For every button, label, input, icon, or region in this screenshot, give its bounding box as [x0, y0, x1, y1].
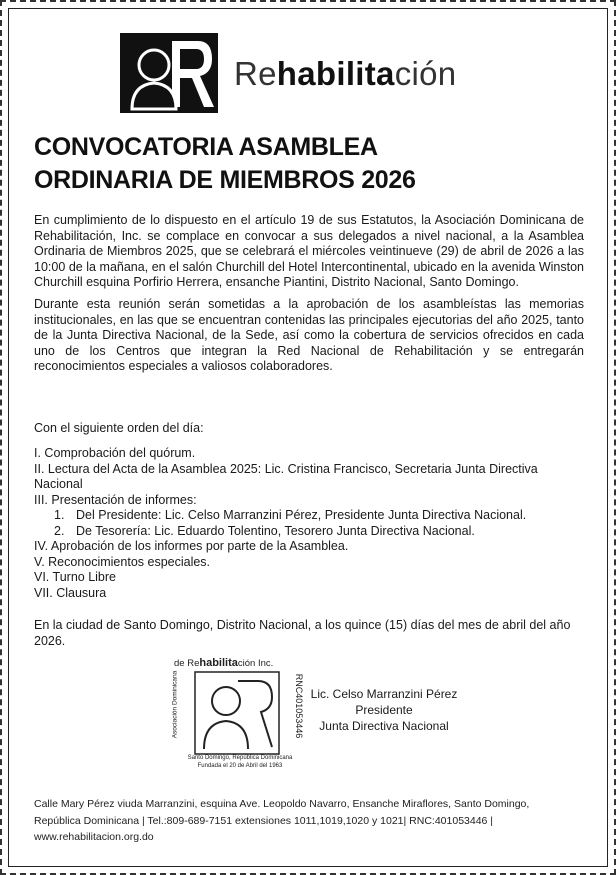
seal-top-text — [174, 657, 273, 669]
seal-rnc-text: RNC401053446 — [294, 673, 304, 739]
agenda-item: I. Comprobación del quórum. — [34, 446, 196, 460]
organization-logo — [120, 33, 500, 113]
title-line-2: ORDINARIA DE MIEMBROS 2026 — [34, 166, 416, 194]
seal-top-prefix: de Re — [174, 658, 200, 669]
agenda-item: VI. Turno Libre — [34, 570, 116, 584]
subitem-number: 1. — [54, 508, 65, 522]
seal-top-suffix: ción Inc. — [237, 658, 274, 669]
agenda-sublist — [34, 508, 584, 539]
logo-word-suffix: ción — [394, 55, 457, 92]
title-line-1: CONVOCATORIA ASAMBLEA — [34, 133, 378, 161]
signature-block — [300, 686, 468, 734]
agenda-item: V. Reconocimientos especiales. — [34, 554, 211, 569]
signatory-name: Lic. Celso Marranzini Pérez — [310, 687, 458, 701]
logo-wordmark — [234, 55, 456, 93]
footer-address: Calle Mary Pérez viuda Marranzini, esquina Ave. Leopoldo Navarro, Ensanche Miraflores, Santo Domingo, — [34, 798, 530, 810]
seal-emblem-icon — [194, 671, 280, 755]
agenda-item: IV. Aprobación de los informes por parte de la Asamblea. — [34, 539, 349, 553]
agenda-item: II. Lectura del Acta de la Asamblea 2025: Lic. Cristina Francisco, Secretaria Junta Directiva Nacional — [34, 461, 538, 491]
agenda-item: VII. Clausura — [34, 585, 107, 600]
seal-founded: Fundada el 20 de Abril del 1963 — [197, 762, 283, 769]
footer-contact — [34, 796, 584, 846]
seal-top-bold: habilita — [199, 657, 238, 669]
organization-seal — [160, 657, 320, 772]
paragraph-convocation: En cumplimiento de lo dispuesto en el artículo 19 de sus Estatutos, la Asociación Dominicana de Rehabilitación, Inc. se complace en convocar a sus delegados a nivel nacional, a la Asamblea Ordinaria de Miembros 2025, que se celebrará el miércoles veintinueve (29) de abril de 2026 a las 10:00 de la mañana, en el salón Churchill del Hotel Intercontinental, ubicado en la avenida Winston Churchill esquina Porfirio Herrera, ensanche Piantini, Distrito Nacional, Santo Domingo. — [34, 213, 584, 289]
page-title — [34, 131, 574, 197]
agenda-list — [34, 446, 584, 601]
seal-location: Santo Domingo, República Dominicana — [187, 755, 293, 761]
logo-word-prefix: Re — [234, 55, 277, 92]
signatory-role: Presidente — [355, 703, 413, 717]
logo-word-bold: habilita — [276, 55, 395, 92]
agenda-subitem — [54, 524, 584, 540]
paragraph-agenda-description: Durante esta reunión serán sometidas a la aprobación de los asambleístas las memorias institucionales, en las que se encuentran contenidas las principales ejecutorias del año 2025, tanto de la Junta Directiva Nacional, de la Sede, así como la cobertura de servicios ofrecidos en cada uno de los Centros que integran la Red Nacional de Rehabilitación y se entregarán reconocimientos especiales a valiosos colaboradores. — [34, 297, 584, 373]
logo-mark-icon — [120, 33, 218, 113]
subitem-text: De Tesorería: Lic. Eduardo Tolentino, Tesorero Junta Directiva Nacional. — [76, 523, 475, 538]
subitem-text: Del Presidente: Lic. Celso Marranzini Pérez, Presidente Junta Directiva Nacional. — [76, 508, 527, 522]
seal-left-text: Asociación Dominicana — [171, 670, 179, 739]
subitem-number: 2. — [54, 523, 65, 538]
agenda-intro: Con el siguiente orden del día: — [34, 421, 204, 435]
closing-statement: En la ciudad de Santo Domingo, Distrito Nacional, a los quince (15) días del mes de abril del año 2026. — [34, 618, 571, 648]
signatory-organization: Junta Directiva Nacional — [319, 719, 449, 733]
footer-phone-rnc: República Dominicana | Tel.:809-689-7151 extensiones 1011,1019,1020 y 1021| RNC:401053446 | — [34, 814, 494, 827]
seal-bottom-text — [160, 755, 320, 770]
agenda-item — [34, 493, 584, 540]
agenda-subitem — [54, 508, 584, 524]
footer-website-link[interactable]: www.rehabilitacion.org.do — [34, 831, 154, 843]
agenda-item-label: III. Presentación de informes: — [34, 492, 197, 507]
